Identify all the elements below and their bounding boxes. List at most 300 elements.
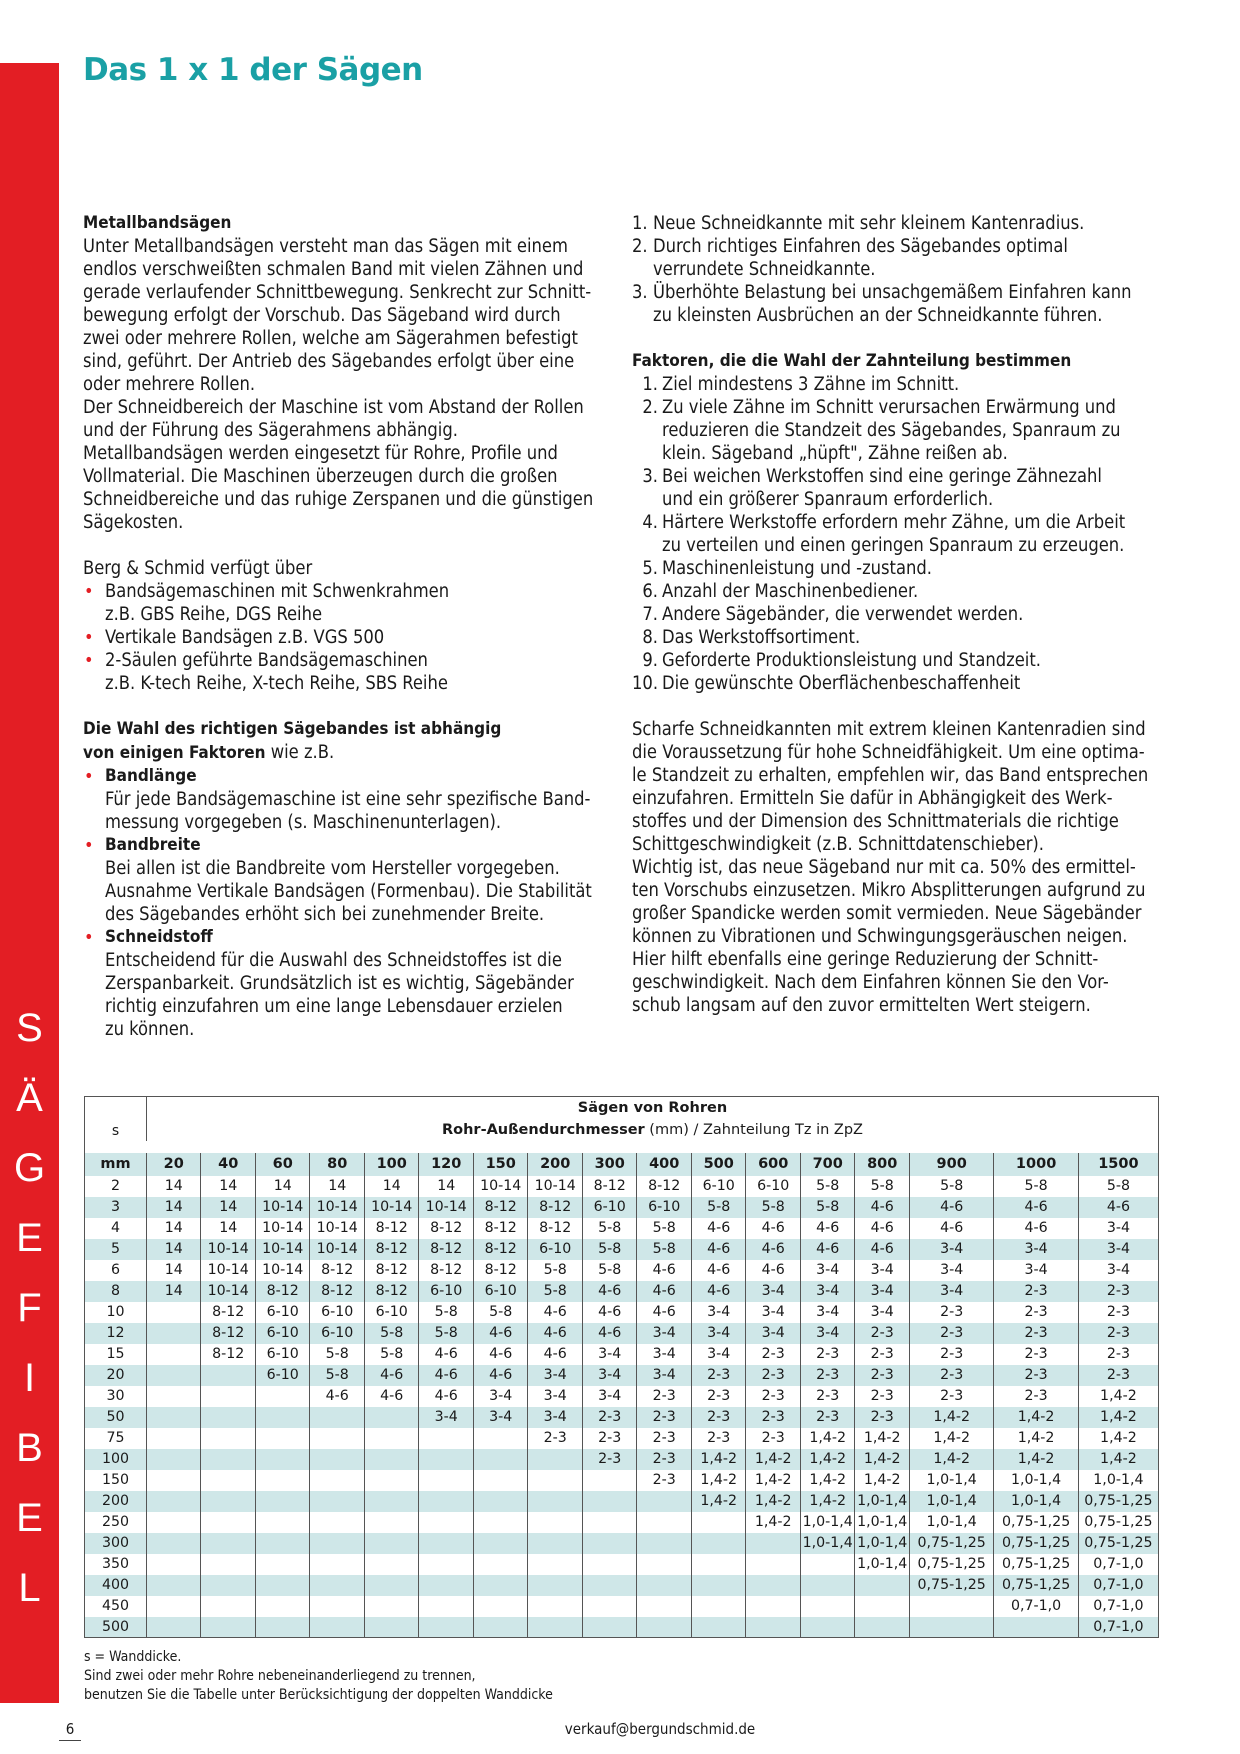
sidebar-letter: L xyxy=(18,1566,41,1610)
table-cell xyxy=(419,1470,474,1491)
table-cell xyxy=(800,1554,855,1575)
table-cell: 5-8 xyxy=(528,1281,583,1302)
table-cell xyxy=(637,1491,692,1512)
table-cell xyxy=(637,1596,692,1617)
table-cell xyxy=(255,1386,310,1407)
table-cell: 1,0-1,4 xyxy=(909,1491,993,1512)
table-cell: 3-4 xyxy=(855,1260,910,1281)
table-cell: 3-4 xyxy=(582,1365,637,1386)
table-cell xyxy=(146,1596,201,1617)
table-cell: 5-8 xyxy=(746,1197,801,1218)
list-item-line: Bei weichen Werkstoffen sind eine geringe Zähnezahl xyxy=(662,466,1102,487)
table-cell xyxy=(364,1428,419,1449)
heading-wahl-line2 xyxy=(83,741,613,765)
text-line: und der Führung des Sägerahmens abhängig. xyxy=(83,420,458,441)
table-cell: 6-10 xyxy=(473,1281,528,1302)
table-row xyxy=(85,1218,1159,1239)
table-cell: 2-3 xyxy=(637,1470,692,1491)
table-cell xyxy=(855,1575,910,1596)
table-cell: 8-12 xyxy=(364,1218,419,1239)
table-cell: 3-4 xyxy=(528,1365,583,1386)
table-row xyxy=(85,1239,1159,1260)
table-cell: 2-3 xyxy=(528,1428,583,1449)
list-item xyxy=(632,603,1152,626)
table-cell: 3-4 xyxy=(1078,1260,1158,1281)
table-cell xyxy=(691,1617,746,1638)
table-cell: 0,75-1,25 xyxy=(1078,1491,1158,1512)
text-line: Schittgeschwindigkeit (z.B. Schnittdatenschieber). xyxy=(632,834,1044,855)
table-cell: 1,4-2 xyxy=(1078,1386,1158,1407)
table-cell xyxy=(364,1533,419,1554)
table-cell xyxy=(201,1533,256,1554)
table-cell xyxy=(473,1554,528,1575)
table-cell: 3-4 xyxy=(800,1302,855,1323)
text-line: die Voraussetzung für hohe Schneidfähigkeit. Um eine optima- xyxy=(632,742,1145,763)
row-header: 10 xyxy=(85,1302,147,1323)
sidebar-letter: Ä xyxy=(16,1076,43,1120)
list-item-line: Härtere Werkstoffe erfordern mehr Zähne, um die Arbeit xyxy=(662,512,1126,533)
table-cell xyxy=(419,1617,474,1638)
table-cell: 2-3 xyxy=(637,1428,692,1449)
table-cell: 4-6 xyxy=(637,1260,692,1281)
table-row xyxy=(85,1428,1159,1449)
row-header: 12 xyxy=(85,1323,147,1344)
list-item-line: klein. Sägeband „hüpft", Zähne reißen ab. xyxy=(662,443,1008,464)
table-cell: 4-6 xyxy=(800,1218,855,1239)
text-line: einzufahren. Ermitteln Sie dafür in Abhängigkeit des Werk- xyxy=(632,788,1113,809)
table-cell: 0,7-1,0 xyxy=(1078,1617,1158,1638)
table-cell xyxy=(364,1617,419,1638)
table-cell xyxy=(473,1449,528,1470)
table-row xyxy=(85,1512,1159,1533)
table-cell xyxy=(255,1470,310,1491)
table-cell: 5-8 xyxy=(1078,1176,1158,1197)
table-cell xyxy=(691,1533,746,1554)
column-header: 60 xyxy=(255,1153,310,1176)
sidebar-letter: B xyxy=(16,1426,43,1470)
table-cell xyxy=(310,1575,365,1596)
bullet-icon: • xyxy=(84,581,94,602)
table-cell: 2-3 xyxy=(855,1323,910,1344)
list-item-line: Überhöhte Belastung bei unsachgemäßem Einfahren kann xyxy=(653,282,1132,303)
table-cell: 2-3 xyxy=(746,1365,801,1386)
table-cell xyxy=(419,1533,474,1554)
list-item xyxy=(632,235,1152,281)
text-line: Scharfe Schneidkannten mit extrem kleinen Kantenradien sind xyxy=(632,719,1146,740)
table-cell: 8-12 xyxy=(473,1197,528,1218)
table-cell: 5-8 xyxy=(582,1239,637,1260)
table-header-row xyxy=(85,1153,1159,1176)
table-cell: 6-10 xyxy=(255,1365,310,1386)
table-cell: 6-10 xyxy=(637,1197,692,1218)
table-cell: 5-8 xyxy=(637,1218,692,1239)
table-cell: 5-8 xyxy=(528,1260,583,1281)
table-cell: 0,75-1,25 xyxy=(994,1575,1078,1596)
table-cell xyxy=(146,1554,201,1575)
table-cell: 2-3 xyxy=(691,1407,746,1428)
table-cell xyxy=(255,1617,310,1638)
table-cell: 2-3 xyxy=(746,1344,801,1365)
table-cell: 4-6 xyxy=(582,1302,637,1323)
heading-metallbandsaegen: Metallbandsägen xyxy=(83,213,232,233)
table-cell: 3-4 xyxy=(637,1365,692,1386)
column-header: 150 xyxy=(473,1153,528,1176)
table-cell xyxy=(146,1491,201,1512)
table-cell: 4-6 xyxy=(637,1281,692,1302)
table-cell: 2-3 xyxy=(1078,1281,1158,1302)
list-item xyxy=(632,672,1152,695)
list-item-line: Maschinenleistung und -zustand. xyxy=(662,558,932,579)
table-cell: 3-4 xyxy=(800,1323,855,1344)
table-row xyxy=(85,1617,1159,1638)
list-item-line: und ein größerer Spanraum erforderlich. xyxy=(662,489,994,510)
table-cell: 5-8 xyxy=(364,1344,419,1365)
sidebar-letter: E xyxy=(16,1216,43,1260)
table-cell: 3-4 xyxy=(528,1407,583,1428)
table-cell: 6-10 xyxy=(255,1323,310,1344)
table-cell: 2-3 xyxy=(1078,1323,1158,1344)
table-cell: 4-6 xyxy=(528,1344,583,1365)
factor-text-line: Zerspanbarkeit. Grundsätzlich ist es wichtig, Sägebänder xyxy=(105,973,574,994)
table-cell: 1,4-2 xyxy=(746,1491,801,1512)
table-cell: 0,75-1,25 xyxy=(1078,1512,1158,1533)
table-cell xyxy=(310,1596,365,1617)
table-cell xyxy=(473,1491,528,1512)
list-item-line: Bandsägemaschinen mit Schwenkrahmen xyxy=(105,581,450,602)
list-item xyxy=(632,281,1152,327)
table-cell: 5-8 xyxy=(800,1176,855,1197)
row-header: 3 xyxy=(85,1197,147,1218)
table-cell: 14 xyxy=(310,1176,365,1197)
table-cell: 5-8 xyxy=(364,1323,419,1344)
list-item-line: zu kleinsten Ausbrüchen an der Schneidkannte führen. xyxy=(653,305,1103,326)
table-cell xyxy=(419,1512,474,1533)
text-line: endlos verschweißten schmalen Band mit vielen Zähnen und xyxy=(83,259,584,280)
table-cell: 0,7-1,0 xyxy=(1078,1554,1158,1575)
column-header: 120 xyxy=(419,1153,474,1176)
table-cell xyxy=(201,1386,256,1407)
table-cell: 1,4-2 xyxy=(994,1449,1078,1470)
table-cell xyxy=(637,1554,692,1575)
table-cell: 2-3 xyxy=(746,1407,801,1428)
table-cell: 2-3 xyxy=(909,1323,993,1344)
table-cell: 4-6 xyxy=(473,1365,528,1386)
table-cell xyxy=(637,1533,692,1554)
table-caption-rest: (mm) / Zahnteilung Tz in ZpZ xyxy=(644,1122,863,1138)
list-item-line: reduzieren die Standzeit des Sägebandes, Spanraum zu xyxy=(662,420,1121,441)
table-cell: 8-12 xyxy=(419,1218,474,1239)
table-cell: 1,4-2 xyxy=(800,1428,855,1449)
table-cell xyxy=(582,1491,637,1512)
table-cell: 4-6 xyxy=(1078,1197,1158,1218)
table-cell xyxy=(364,1554,419,1575)
table-cell: 8-12 xyxy=(528,1197,583,1218)
table-cell: 4-6 xyxy=(691,1281,746,1302)
table-cell: 2-3 xyxy=(691,1428,746,1449)
table-cell xyxy=(746,1533,801,1554)
table-cell: 4-6 xyxy=(800,1239,855,1260)
table-cell: 6-10 xyxy=(691,1176,746,1197)
list-item xyxy=(632,396,1152,465)
table-cell: 8-12 xyxy=(201,1323,256,1344)
table-cell: 4-6 xyxy=(691,1260,746,1281)
table-cell xyxy=(146,1344,201,1365)
paragraph-einfahren xyxy=(632,718,1152,1017)
factor-text-line: des Sägebandes erhöht sich bei zunehmender Breite. xyxy=(105,904,545,925)
list-item-line: Die gewünschte Oberflächenbeschaffenheit xyxy=(662,673,1021,694)
table-cell: 1,4-2 xyxy=(746,1512,801,1533)
bullet-icon: • xyxy=(84,927,94,948)
table-cell xyxy=(855,1596,910,1617)
table-cell xyxy=(364,1512,419,1533)
row-header: 100 xyxy=(85,1449,147,1470)
table-cell xyxy=(528,1449,583,1470)
table-cell: 2-3 xyxy=(1078,1302,1158,1323)
column-header: 20 xyxy=(146,1153,201,1176)
row-header: 200 xyxy=(85,1491,147,1512)
table-cell: 4-6 xyxy=(582,1323,637,1344)
table-cell xyxy=(310,1491,365,1512)
table-cell: 0,75-1,25 xyxy=(994,1554,1078,1575)
table-cell: 2-3 xyxy=(994,1302,1078,1323)
bullet-icon: • xyxy=(84,627,94,648)
table-cell: 3-4 xyxy=(691,1323,746,1344)
table-cell: 4-6 xyxy=(364,1386,419,1407)
table-cell: 1,4-2 xyxy=(994,1407,1078,1428)
table-cell: 1,4-2 xyxy=(746,1449,801,1470)
saw-table xyxy=(84,1096,1159,1638)
table-cell: 5-8 xyxy=(473,1302,528,1323)
table-cell xyxy=(691,1554,746,1575)
table-cell xyxy=(582,1554,637,1575)
text-line: Unter Metallbandsägen versteht man das Sägen mit einem xyxy=(83,236,568,257)
table-cell xyxy=(528,1533,583,1554)
table-cell xyxy=(255,1449,310,1470)
table-cell: 4-6 xyxy=(582,1281,637,1302)
table-cell: 5-8 xyxy=(855,1176,910,1197)
table-caption-bold: Rohr-Außendurchmesser xyxy=(441,1122,645,1138)
factor-text-line: richtig einzufahren um eine lange Lebensdauer erzielen xyxy=(105,996,563,1017)
table-row xyxy=(85,1596,1159,1617)
table-cell xyxy=(691,1575,746,1596)
list-item xyxy=(83,580,613,626)
column-header: 400 xyxy=(637,1153,692,1176)
table-cell xyxy=(419,1491,474,1512)
table-cell: 10-14 xyxy=(528,1176,583,1197)
table-cell: 4-6 xyxy=(855,1197,910,1218)
table-cell: 4-6 xyxy=(528,1302,583,1323)
row-header: 5 xyxy=(85,1239,147,1260)
table-cell xyxy=(528,1575,583,1596)
table-cell xyxy=(855,1617,910,1638)
table-row xyxy=(85,1344,1159,1365)
table-cell xyxy=(146,1470,201,1491)
factor-item xyxy=(83,834,613,926)
table-cell: 3-4 xyxy=(994,1239,1078,1260)
table-row xyxy=(85,1470,1159,1491)
table-cell: 2-3 xyxy=(637,1407,692,1428)
factor-label: Schneidstoff xyxy=(105,927,213,947)
table-cell: 0,75-1,25 xyxy=(909,1533,993,1554)
table-cell: 6-10 xyxy=(528,1239,583,1260)
table-row xyxy=(85,1407,1159,1428)
table-cell: 14 xyxy=(419,1176,474,1197)
table-cell xyxy=(746,1554,801,1575)
table-cell: 1,4-2 xyxy=(800,1470,855,1491)
table-cell: 4-6 xyxy=(528,1323,583,1344)
table-cell: 5-8 xyxy=(691,1197,746,1218)
row-header: 150 xyxy=(85,1470,147,1491)
table-cell: 5-8 xyxy=(582,1218,637,1239)
column-header: mm xyxy=(85,1153,147,1176)
table-cell xyxy=(364,1449,419,1470)
table-cell: 10-14 xyxy=(255,1218,310,1239)
table-cell xyxy=(691,1596,746,1617)
row-header: 300 xyxy=(85,1533,147,1554)
table-cell: 4-6 xyxy=(419,1386,474,1407)
table-cell: 3-4 xyxy=(582,1386,637,1407)
table-cell xyxy=(746,1575,801,1596)
table-cell: 2-3 xyxy=(855,1365,910,1386)
page-number: 6 xyxy=(59,1720,81,1741)
list-item xyxy=(83,626,613,649)
table-cell: 1,4-2 xyxy=(1078,1407,1158,1428)
table-corner-label: s xyxy=(85,1097,147,1141)
text-line: großer Spandicke werden somit vermieden. Neue Sägebänder xyxy=(632,903,1142,924)
table-cell: 4-6 xyxy=(746,1239,801,1260)
table-cell: 2-3 xyxy=(994,1323,1078,1344)
table-cell: 8-12 xyxy=(255,1281,310,1302)
table-cell xyxy=(310,1407,365,1428)
list-number: 3. xyxy=(642,466,658,487)
list-item xyxy=(632,557,1152,580)
table-cell: 2-3 xyxy=(994,1386,1078,1407)
table-cell: 14 xyxy=(364,1176,419,1197)
text-line: Metallbandsägen werden eingesetzt für Rohre, Profile und xyxy=(83,443,558,464)
table-cell: 10-14 xyxy=(201,1260,256,1281)
table-cell: 10-14 xyxy=(201,1281,256,1302)
table-cell: 1,4-2 xyxy=(746,1470,801,1491)
table-row xyxy=(85,1281,1159,1302)
table-cell: 8-12 xyxy=(364,1260,419,1281)
table-cell xyxy=(637,1512,692,1533)
sidebar-letter: G xyxy=(13,1146,46,1190)
table-cell: 8-12 xyxy=(473,1239,528,1260)
footnote-line: Sind zwei oder mehr Rohre nebeneinanderliegend zu trennen, xyxy=(84,1668,476,1684)
right-column xyxy=(632,212,1152,1017)
text-line: Hier hilft ebenfalls eine geringe Reduzierung der Schnitt- xyxy=(632,949,1099,970)
heading-wahl-rest: wie z.B. xyxy=(265,742,335,763)
table-cell: 4-6 xyxy=(855,1239,910,1260)
table-cell xyxy=(691,1512,746,1533)
table-cell: 2-3 xyxy=(800,1365,855,1386)
list-number: 1. xyxy=(632,213,648,234)
table-cell: 3-4 xyxy=(691,1344,746,1365)
table-cell xyxy=(201,1407,256,1428)
paragraph-berg-schmid: Berg & Schmid verfügt über xyxy=(83,558,313,579)
table-cell xyxy=(310,1449,365,1470)
text-line: zwei oder mehrere Rollen, welche am Sägerahmen befestigt xyxy=(83,328,578,349)
table-cell xyxy=(255,1407,310,1428)
table-cell xyxy=(528,1491,583,1512)
list-number: 7. xyxy=(642,604,658,625)
heading-wahl-line1: Die Wahl des richtigen Sägebandes ist abhängig xyxy=(83,719,502,739)
table-cell: 4-6 xyxy=(746,1260,801,1281)
table-cell: 3-4 xyxy=(909,1260,993,1281)
factor-text-line: messung vorgegeben (s. Maschinenunterlagen). xyxy=(105,812,502,833)
table-cell: 14 xyxy=(146,1260,201,1281)
table-cell: 2-3 xyxy=(582,1407,637,1428)
list-item-line: 2-Säulen geführte Bandsägemaschinen xyxy=(105,650,428,671)
table-cell: 3-4 xyxy=(1078,1239,1158,1260)
row-header: 75 xyxy=(85,1428,147,1449)
column-header: 1000 xyxy=(994,1153,1078,1176)
row-header: 20 xyxy=(85,1365,147,1386)
table-cell xyxy=(255,1428,310,1449)
table-cell: 14 xyxy=(255,1176,310,1197)
table-cell xyxy=(201,1428,256,1449)
list-item xyxy=(632,373,1152,396)
row-header: 50 xyxy=(85,1407,147,1428)
table-cell: 8-12 xyxy=(582,1176,637,1197)
table-cell: 2-3 xyxy=(994,1281,1078,1302)
table-cell: 0,7-1,0 xyxy=(1078,1596,1158,1617)
table-cell xyxy=(201,1575,256,1596)
table-cell: 1,0-1,4 xyxy=(909,1470,993,1491)
column-header: 300 xyxy=(582,1153,637,1176)
table-cell xyxy=(255,1554,310,1575)
table-cell: 1,0-1,4 xyxy=(800,1512,855,1533)
table-cell xyxy=(528,1470,583,1491)
table-cell: 2-3 xyxy=(855,1407,910,1428)
factor-item xyxy=(83,765,613,834)
text-line: sind, geführt. Der Antrieb des Sägebandes erfolgt über eine xyxy=(83,351,575,372)
row-header: 400 xyxy=(85,1575,147,1596)
table-cell: 3-4 xyxy=(582,1344,637,1365)
factor-text-line: Bei allen ist die Bandbreite vom Hersteller vorgegeben. xyxy=(105,858,560,879)
table-cell: 8-12 xyxy=(310,1281,365,1302)
footnote-line: s = Wanddicke. xyxy=(84,1649,182,1665)
table-cell: 3-4 xyxy=(473,1386,528,1407)
table-cell: 5-8 xyxy=(994,1176,1078,1197)
column-header: 1500 xyxy=(1078,1153,1158,1176)
table-cell xyxy=(201,1554,256,1575)
table-cell: 2-3 xyxy=(994,1344,1078,1365)
table-cell xyxy=(582,1533,637,1554)
table-cell: 1,4-2 xyxy=(800,1491,855,1512)
table-cell: 2-3 xyxy=(582,1449,637,1470)
table-cell: 8-12 xyxy=(201,1302,256,1323)
table-cell: 3-4 xyxy=(746,1281,801,1302)
table-cell: 1,4-2 xyxy=(691,1449,746,1470)
table-row xyxy=(85,1260,1159,1281)
table-cell xyxy=(364,1596,419,1617)
table-cell: 1,4-2 xyxy=(1078,1449,1158,1470)
table-cell: 3-4 xyxy=(691,1302,746,1323)
table-cell: 2-3 xyxy=(909,1386,993,1407)
table-cell: 4-6 xyxy=(691,1239,746,1260)
table-cell xyxy=(201,1491,256,1512)
table-cell: 3-4 xyxy=(637,1344,692,1365)
table-cell: 2-3 xyxy=(637,1449,692,1470)
column-header: 40 xyxy=(201,1153,256,1176)
table-cell xyxy=(146,1449,201,1470)
table-cell: 3-4 xyxy=(746,1323,801,1344)
row-header: 30 xyxy=(85,1386,147,1407)
table-cell: 14 xyxy=(146,1239,201,1260)
text-line: stoffes und der Dimension des Schnittmaterials die richtige xyxy=(632,811,1119,832)
table-cell: 2-3 xyxy=(994,1365,1078,1386)
